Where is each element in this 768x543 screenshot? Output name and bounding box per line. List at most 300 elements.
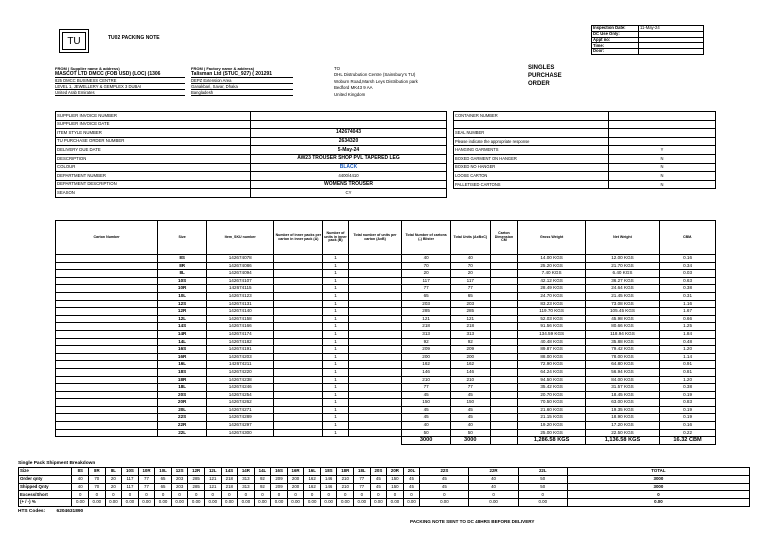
- units-carton-cell: [348, 300, 401, 308]
- breakdown-cell: 218: [221, 475, 238, 483]
- units-inner-cell: 1: [323, 285, 349, 293]
- gross-weight-cell: 52.03 KGS: [518, 315, 585, 323]
- inner-packs-cell: [274, 361, 323, 369]
- total-gross: 1,286.58 KGS: [518, 437, 585, 445]
- breakdown-cell: 218: [221, 483, 238, 491]
- breakdown-cell: 77: [354, 483, 371, 491]
- units-cell: 162: [451, 361, 491, 369]
- units-cell: 92: [451, 338, 491, 346]
- supplier-label: FROM ( Supplier name & address): [55, 66, 120, 71]
- order-type: [528, 65, 562, 88]
- net-weight-cell: 80.66 KGS: [585, 323, 659, 331]
- gross-weight-cell: 7.40 KGS: [518, 270, 585, 278]
- breakdown-cell: 0: [171, 491, 188, 499]
- net-weight-cell: 6.40 KGS: [585, 270, 659, 278]
- units-inner-cell: 1: [323, 406, 349, 414]
- breakdown-cell: 45: [403, 483, 420, 491]
- cbm-cell: 1.20: [660, 376, 716, 384]
- breakdown-cell: 209: [271, 483, 288, 491]
- info-label: DEPARTMENT NUMBER: [56, 172, 251, 181]
- breakdown-cell: 0: [221, 491, 238, 499]
- carton-number-cell: [56, 323, 158, 331]
- cartons-cell: 285: [402, 308, 451, 316]
- gross-weight-cell: 19.20 KGS: [518, 422, 585, 430]
- carton-number-cell: [56, 338, 158, 346]
- units-carton-cell: [348, 399, 401, 407]
- dimension-cell: [490, 406, 518, 414]
- cartons-cell: 209: [402, 346, 451, 354]
- sku-cell: 142674211: [207, 361, 274, 369]
- gross-weight-cell: 94.50 KGS: [518, 376, 585, 384]
- cbm-cell: 0.91: [660, 361, 716, 369]
- breakdown-cell: 0: [238, 491, 255, 499]
- units-inner-cell: 1: [323, 300, 349, 308]
- sku-cell: 142674271: [207, 406, 274, 414]
- units-cell: 203: [451, 300, 491, 308]
- table-row: [56, 308, 716, 316]
- order-type-1: SINGLES: [528, 65, 555, 71]
- inner-packs-cell: [274, 368, 323, 376]
- units-cell: 218: [451, 323, 491, 331]
- units-cell: 70: [451, 262, 491, 270]
- column-header: Carton Number: [56, 221, 158, 255]
- inner-packs-cell: [274, 285, 323, 293]
- breakdown-row: [19, 475, 750, 483]
- carton-number-cell: [56, 391, 158, 399]
- breakdown-size-header: 16R: [287, 468, 304, 476]
- gross-weight-cell: 35.42 KGS: [518, 384, 585, 392]
- breakdown-row: [19, 499, 750, 507]
- inner-packs-cell: [274, 255, 323, 263]
- flag-row: [454, 112, 716, 121]
- breakdown-cell: 285: [188, 475, 205, 483]
- carton-number-cell: [56, 429, 158, 437]
- breakdown-cell: 0.00: [72, 499, 89, 507]
- size-cell: 20R: [158, 399, 207, 407]
- units-carton-cell: [348, 361, 401, 369]
- cbm-cell: 0.19: [660, 406, 716, 414]
- breakdown-cell: 0: [420, 491, 469, 499]
- net-weight-cell: 36.27 KGS: [585, 277, 659, 285]
- carton-number-cell: [56, 399, 158, 407]
- breakdown-cell: 146: [320, 475, 337, 483]
- cartons-cell: 117: [402, 277, 451, 285]
- units-cell: 40: [451, 255, 491, 263]
- breakdown-row: [19, 468, 750, 476]
- breakdown-total-cell: 0: [567, 491, 749, 499]
- breakdown-cell: 313: [238, 483, 255, 491]
- info-row: [56, 172, 447, 181]
- flag-value: [609, 120, 716, 129]
- sku-cell: 142674094: [207, 270, 274, 278]
- flag-row: [454, 163, 716, 172]
- tu-logo: [59, 29, 89, 53]
- dimension-cell: [490, 323, 518, 331]
- table-row: [56, 353, 716, 361]
- shipment-info-table: [55, 111, 447, 198]
- units-carton-cell: [348, 391, 401, 399]
- info-value: 5-May-24: [251, 146, 447, 155]
- packing-table: [55, 220, 716, 445]
- size-cell: 16L: [158, 361, 207, 369]
- units-inner-cell: 1: [323, 429, 349, 437]
- meta-row: [592, 49, 704, 55]
- flag-value: N: [609, 172, 716, 181]
- table-row: [56, 330, 716, 338]
- units-carton-cell: [348, 376, 401, 384]
- cartons-cell: 50: [402, 429, 451, 437]
- breakdown-table: [18, 467, 750, 507]
- breakdown-cell: 0: [105, 491, 122, 499]
- sku-cell: 142674131: [207, 300, 274, 308]
- breakdown-cell: 0.00: [221, 499, 238, 507]
- units-cell: 150: [451, 399, 491, 407]
- dimension-cell: [490, 270, 518, 278]
- sku-cell: 142674158: [207, 315, 274, 323]
- breakdown-cell: 65: [155, 475, 172, 483]
- breakdown-cell: 0.00: [354, 499, 371, 507]
- net-weight-cell: 31.57 KGS: [585, 384, 659, 392]
- net-weight-cell: 118.94 KGS: [585, 330, 659, 338]
- breakdown-total-cell: 3000: [567, 483, 749, 491]
- flag-label: [454, 120, 609, 129]
- units-cell: 285: [451, 308, 491, 316]
- units-inner-cell: 1: [323, 376, 349, 384]
- size-cell: 16S: [158, 346, 207, 354]
- breakdown-cell: 50: [518, 483, 567, 491]
- carton-number-cell: [56, 262, 158, 270]
- gross-weight-cell: 28.49 KGS: [518, 285, 585, 293]
- units-carton-cell: [348, 384, 401, 392]
- net-weight-cell: 45.98 KGS: [585, 315, 659, 323]
- breakdown-cell: 0: [155, 491, 172, 499]
- breakdown-cell: 0: [370, 491, 387, 499]
- sku-cell: 142674123: [207, 292, 274, 300]
- size-cell: 16R: [158, 353, 207, 361]
- breakdown-cell: 0.00: [89, 499, 106, 507]
- table-row: [56, 323, 716, 331]
- breakdown-size-header: 20S: [370, 468, 387, 476]
- cartons-cell: 20: [402, 270, 451, 278]
- dimension-cell: [490, 353, 518, 361]
- breakdown-size-header: 10S: [122, 468, 139, 476]
- column-header: Total number of units per carton (AxB): [348, 221, 401, 255]
- tu-logo-text: TU: [62, 32, 86, 50]
- cbm-cell: 0.83: [660, 399, 716, 407]
- flag-value: N: [609, 163, 716, 172]
- flag-label: Please indicate the appropriate response: [454, 137, 609, 146]
- inner-packs-cell: [274, 262, 323, 270]
- carton-number-cell: [56, 346, 158, 354]
- factory-name: Talisman Ltd (STUC_927) ( 201291: [191, 71, 293, 78]
- table-row: [56, 292, 716, 300]
- breakdown-size-header: 8R: [89, 468, 106, 476]
- net-weight-cell: 19.35 KGS: [585, 406, 659, 414]
- factory-line-1: DEPZ Extension Area: [191, 78, 293, 84]
- breakdown-row-label: Shipped Qnty: [19, 483, 72, 491]
- dimension-cell: [490, 315, 518, 323]
- breakdown-cell: 200: [287, 475, 304, 483]
- dimension-cell: [490, 308, 518, 316]
- inner-packs-cell: [274, 384, 323, 392]
- column-header: Net Weight: [585, 221, 659, 255]
- size-cell: 20L: [158, 406, 207, 414]
- gross-weight-cell: 25.00 KGS: [518, 429, 585, 437]
- breakdown-row-label: Excess/Short: [19, 491, 72, 499]
- table-row: [56, 376, 716, 384]
- column-header: Item_SKU number: [207, 221, 274, 255]
- flag-label: BOXED GARMENT ON HANGER: [454, 154, 609, 163]
- units-inner-cell: 1: [323, 399, 349, 407]
- carton-number-cell: [56, 285, 158, 293]
- flag-label: HANGING GARMENTS: [454, 146, 609, 155]
- breakdown-total-cell: 3000: [567, 475, 749, 483]
- total-cbm: 16.32 CBM: [660, 437, 716, 445]
- breakdown-row-label: Size: [19, 468, 72, 476]
- units-inner-cell: 1: [323, 353, 349, 361]
- cartons-cell: 150: [402, 399, 451, 407]
- breakdown-cell: 0.00: [271, 499, 288, 507]
- supplier-name: MASCOT LTD DMCC (FOB USD) (LOC) (1306: [55, 71, 185, 78]
- column-header: Number of units in inner pack (B): [323, 221, 349, 255]
- sku-cell: 142674289: [207, 414, 274, 422]
- inner-packs-cell: [274, 330, 323, 338]
- breakdown-size-header: 10L: [155, 468, 172, 476]
- flag-value: [609, 129, 716, 138]
- carton-number-cell: [56, 422, 158, 430]
- table-row: [56, 399, 716, 407]
- total-units: 3000: [451, 437, 491, 445]
- dimension-cell: [490, 277, 518, 285]
- info-value: [251, 112, 447, 121]
- cartons-cell: 45: [402, 406, 451, 414]
- inner-packs-cell: [274, 323, 323, 331]
- units-cell: 77: [451, 384, 491, 392]
- breakdown-cell: 210: [337, 483, 354, 491]
- breakdown-cell: 0: [271, 491, 288, 499]
- sku-cell: 142674166: [207, 323, 274, 331]
- breakdown-cell: 209: [271, 475, 288, 483]
- flag-label: CONTAINER NUMBER: [454, 112, 609, 121]
- table-row: [56, 315, 716, 323]
- dimension-cell: [490, 330, 518, 338]
- breakdown-cell: 313: [238, 475, 255, 483]
- carton-number-cell: [56, 368, 158, 376]
- carton-number-cell: [56, 270, 158, 278]
- info-value: CY: [251, 189, 447, 198]
- breakdown-size-header: 20L: [403, 468, 420, 476]
- breakdown-cell: 0: [122, 491, 139, 499]
- size-cell: 12S: [158, 300, 207, 308]
- breakdown-cell: 0: [518, 491, 567, 499]
- net-weight-cell: 64.80 KGS: [585, 361, 659, 369]
- breakdown-row-label: (+ / -) %: [19, 499, 72, 507]
- units-cell: 45: [451, 414, 491, 422]
- carton-number-cell: [56, 384, 158, 392]
- gross-weight-cell: 91.56 KGS: [518, 323, 585, 331]
- carton-number-cell: [56, 330, 158, 338]
- info-label: COLOUR: [56, 163, 251, 172]
- cartons-cell: 65: [402, 292, 451, 300]
- sku-cell: 142674191: [207, 346, 274, 354]
- breakdown-cell: 0: [89, 491, 106, 499]
- gross-weight-cell: 24.70 KGS: [518, 292, 585, 300]
- breakdown-cell: 45: [403, 475, 420, 483]
- breakdown-cell: 0.00: [254, 499, 271, 507]
- net-weight-cell: 84.00 KGS: [585, 376, 659, 384]
- units-carton-cell: [348, 323, 401, 331]
- units-carton-cell: [348, 277, 401, 285]
- dimension-cell: [490, 338, 518, 346]
- net-weight-cell: 105.45 KGS: [585, 308, 659, 316]
- units-inner-cell: 1: [323, 277, 349, 285]
- inner-packs-cell: [274, 270, 323, 278]
- info-row: [56, 112, 447, 121]
- breakdown-cell: 121: [204, 483, 221, 491]
- net-weight-cell: 73.08 KGS: [585, 300, 659, 308]
- gross-weight-cell: 21.15 KGS: [518, 414, 585, 422]
- cbm-cell: 1.14: [660, 353, 716, 361]
- column-header: Size: [158, 221, 207, 255]
- units-cell: 45: [451, 391, 491, 399]
- factory-label: FROM ( Factory name & address): [191, 66, 255, 71]
- breakdown-size-header: 14S: [221, 468, 238, 476]
- table-row: [56, 346, 716, 354]
- table-row: [56, 262, 716, 270]
- cartons-cell: 77: [402, 285, 451, 293]
- breakdown-cell: 40: [72, 475, 89, 483]
- cbm-cell: 1.67: [660, 308, 716, 316]
- document-title: TU02 PACKING NOTE: [108, 35, 160, 41]
- units-cell: 200: [451, 353, 491, 361]
- info-row: [56, 189, 447, 198]
- breakdown-title: Single Pack Shipment Breakdown: [18, 461, 96, 466]
- info-row: [56, 120, 447, 129]
- breakdown-total-header: TOTAL: [567, 468, 749, 476]
- gross-weight-cell: 72.90 KGS: [518, 361, 585, 369]
- breakdown-cell: 0.00: [370, 499, 387, 507]
- breakdown-cell: 70: [89, 483, 106, 491]
- info-label: TU PURCHASE ORDER NUMBER: [56, 137, 251, 146]
- cartons-cell: 210: [402, 376, 451, 384]
- gross-weight-cell: 14.00 KGS: [518, 255, 585, 263]
- sku-cell: 142674220: [207, 368, 274, 376]
- info-row: [56, 180, 447, 189]
- totals-spacer: [56, 437, 402, 445]
- breakdown-cell: 45: [420, 475, 469, 483]
- units-carton-cell: [348, 422, 401, 430]
- dimension-cell: [490, 422, 518, 430]
- cbm-cell: 0.63: [660, 277, 716, 285]
- cbm-cell: 0.34: [660, 262, 716, 270]
- info-row: [56, 146, 447, 155]
- breakdown-cell: 77: [138, 483, 155, 491]
- to-block: [334, 66, 484, 98]
- packing-table-header: [56, 221, 716, 255]
- units-inner-cell: 1: [323, 323, 349, 331]
- units-cell: 77: [451, 285, 491, 293]
- breakdown-cell: 0.00: [238, 499, 255, 507]
- info-value: BLACK: [251, 163, 447, 172]
- size-cell: 8S: [158, 255, 207, 263]
- inner-packs-cell: [274, 422, 323, 430]
- units-cell: 146: [451, 368, 491, 376]
- units-inner-cell: 1: [323, 422, 349, 430]
- units-carton-cell: [348, 414, 401, 422]
- breakdown-cell: 0: [138, 491, 155, 499]
- breakdown-cell: 0.00: [122, 499, 139, 507]
- table-row: [56, 270, 716, 278]
- carton-number-cell: [56, 414, 158, 422]
- units-inner-cell: 1: [323, 414, 349, 422]
- size-cell: 12L: [158, 315, 207, 323]
- flag-value: N: [609, 180, 716, 189]
- cartons-cell: 313: [402, 330, 451, 338]
- inner-packs-cell: [274, 308, 323, 316]
- size-cell: 22S: [158, 414, 207, 422]
- breakdown-cell: 0: [72, 491, 89, 499]
- table-row: [56, 391, 716, 399]
- cartons-cell: 45: [402, 414, 451, 422]
- breakdown-cell: 0: [287, 491, 304, 499]
- gross-weight-cell: 70.50 KGS: [518, 399, 585, 407]
- units-inner-cell: 1: [323, 255, 349, 263]
- flag-label: PALLETISED CARTONS: [454, 180, 609, 189]
- size-cell: 10R: [158, 285, 207, 293]
- hts-value: 6204631890: [56, 509, 84, 514]
- total-cartons: 3000: [402, 437, 451, 445]
- breakdown-cell: 0: [254, 491, 271, 499]
- units-inner-cell: 1: [323, 330, 349, 338]
- breakdown-cell: 0.00: [155, 499, 172, 507]
- breakdown-cell: 121: [204, 475, 221, 483]
- info-value: AW23 TROUSER SHOP PVL TAPERED LEG: [251, 154, 447, 163]
- units-carton-cell: [348, 255, 401, 263]
- meta-key: DC Use Only:: [592, 31, 639, 37]
- breakdown-cell: 45: [370, 475, 387, 483]
- meta-key: Inspection Date:: [592, 26, 639, 32]
- cartons-cell: 200: [402, 353, 451, 361]
- sku-cell: 142674300: [207, 429, 274, 437]
- gross-weight-cell: 21.60 KGS: [518, 406, 585, 414]
- size-cell: 14S: [158, 323, 207, 331]
- breakdown-cell: 0: [320, 491, 337, 499]
- breakdown-cell: 117: [122, 475, 139, 483]
- size-cell: 22L: [158, 429, 207, 437]
- flag-row: [454, 137, 716, 146]
- gross-weight-cell: 83.23 KGS: [518, 300, 585, 308]
- cartons-cell: 40: [402, 255, 451, 263]
- cbm-cell: 0.66: [660, 315, 716, 323]
- cbm-cell: 0.03: [660, 270, 716, 278]
- dimension-cell: [490, 391, 518, 399]
- flag-value: [609, 112, 716, 121]
- size-cell: 14R: [158, 330, 207, 338]
- info-label: SUPPLIER INVOICE DATE: [56, 120, 251, 129]
- breakdown-size-header: 10R: [138, 468, 155, 476]
- breakdown-cell: 70: [89, 475, 106, 483]
- breakdown-size-header: 8S: [72, 468, 89, 476]
- units-carton-cell: [348, 308, 401, 316]
- flag-row: [454, 180, 716, 189]
- dimension-cell: [490, 384, 518, 392]
- carton-number-cell: [56, 353, 158, 361]
- net-weight-cell: 78.00 KGS: [585, 353, 659, 361]
- breakdown-cell: 203: [171, 475, 188, 483]
- column-header: CBM.: [660, 221, 716, 255]
- breakdown-cell: 0.00: [188, 499, 205, 507]
- net-weight-cell: 63.00 KGS: [585, 399, 659, 407]
